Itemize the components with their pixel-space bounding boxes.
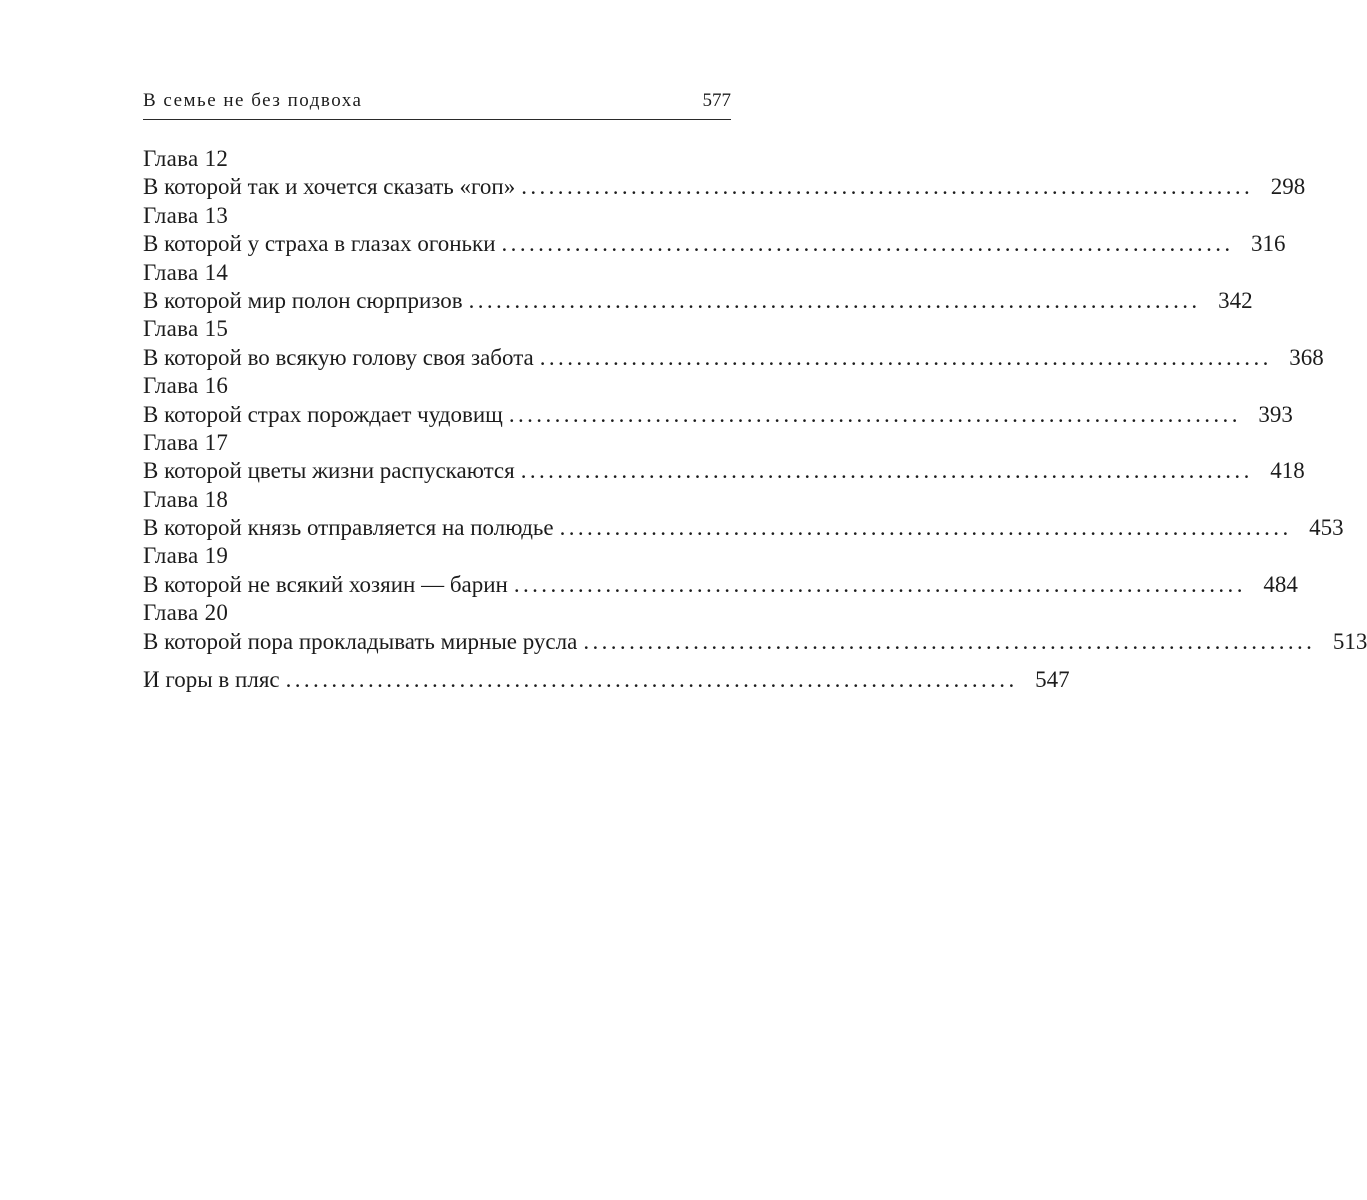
toc-chapter-label: Глава 12 [143,146,229,171]
toc-entry-page: 484 [1263,571,1298,597]
table-of-contents [143,145,1367,694]
toc-entry-title: В которой не всякий хозяин — барин [143,571,508,597]
dot-leader: ................................................................................ [583,628,1316,654]
toc-entry-page: 393 [1258,401,1293,427]
toc-entry-title: В которой цветы жизни распускаются [143,458,515,484]
dot-leader: ................................................................................ [539,344,1272,370]
toc-chapter-label: Глава 14 [143,259,229,285]
toc-entry [143,401,1293,429]
running-title: В семье не без подвоха [143,90,363,111]
toc-entry-page: 342 [1218,287,1253,313]
toc-chapter-label: Глава 16 [143,373,229,399]
toc-entry-title: В которой так и хочется сказать «гоп» [143,174,516,200]
toc-entry-page: 418 [1270,458,1305,484]
toc-entry [143,457,1305,485]
toc-entry-title: В которой мир полон сюрпризов [143,287,463,313]
toc-entry-title: В которой пора прокладывать мирные русла [143,628,578,654]
toc-entry [143,344,1324,372]
dot-leader: ................................................................................ [521,174,1254,200]
toc-entry-page: 316 [1251,231,1286,257]
toc-entry-page: 298 [1270,174,1306,200]
toc-entry [143,287,1253,315]
toc-entry-page: 513 [1332,628,1367,654]
toc-entry [143,173,1306,201]
toc-entry-title: В которой страх порождает чудовищ [143,401,503,427]
dot-leader: ................................................................................ [468,287,1201,313]
toc-entry-title: В которой у страха в глазах огоньки [143,231,496,257]
dot-leader: ................................................................................ [501,231,1234,257]
toc-entry [143,514,1344,542]
toc-entry-title: В которой князь отправляется на полюдье [143,515,554,541]
book-page [143,90,1367,694]
toc-entry-page: 453 [1309,515,1344,541]
toc-entry-page: 547 [1035,667,1070,693]
dot-leader: ................................................................................ [513,571,1246,597]
toc-entry-title: В которой во всякую голову своя забота [143,344,534,370]
dot-leader: ................................................................................ [520,458,1253,484]
toc-entry [143,571,1298,599]
toc-chapter-label: Глава 13 [143,202,229,228]
toc-entry-final [143,666,1070,694]
dot-leader: ................................................................................ [559,515,1292,541]
toc-entry [143,230,1286,258]
toc-entry-page: 368 [1289,344,1324,370]
dot-leader: ................................................................................ [508,401,1241,427]
page-number: 577 [702,90,731,111]
toc-chapter-label: Глава 15 [143,316,229,342]
toc-chapter-label: Глава 17 [143,429,229,455]
toc-entry [143,628,1367,656]
dot-leader: ................................................................................ [285,667,1018,693]
toc-chapter-label: Глава 19 [143,543,229,569]
toc-chapter-label: Глава 20 [143,600,229,626]
toc-entry-title: И горы в пляс [143,667,280,693]
running-header [143,90,731,120]
toc-chapter-label: Глава 18 [143,486,229,512]
